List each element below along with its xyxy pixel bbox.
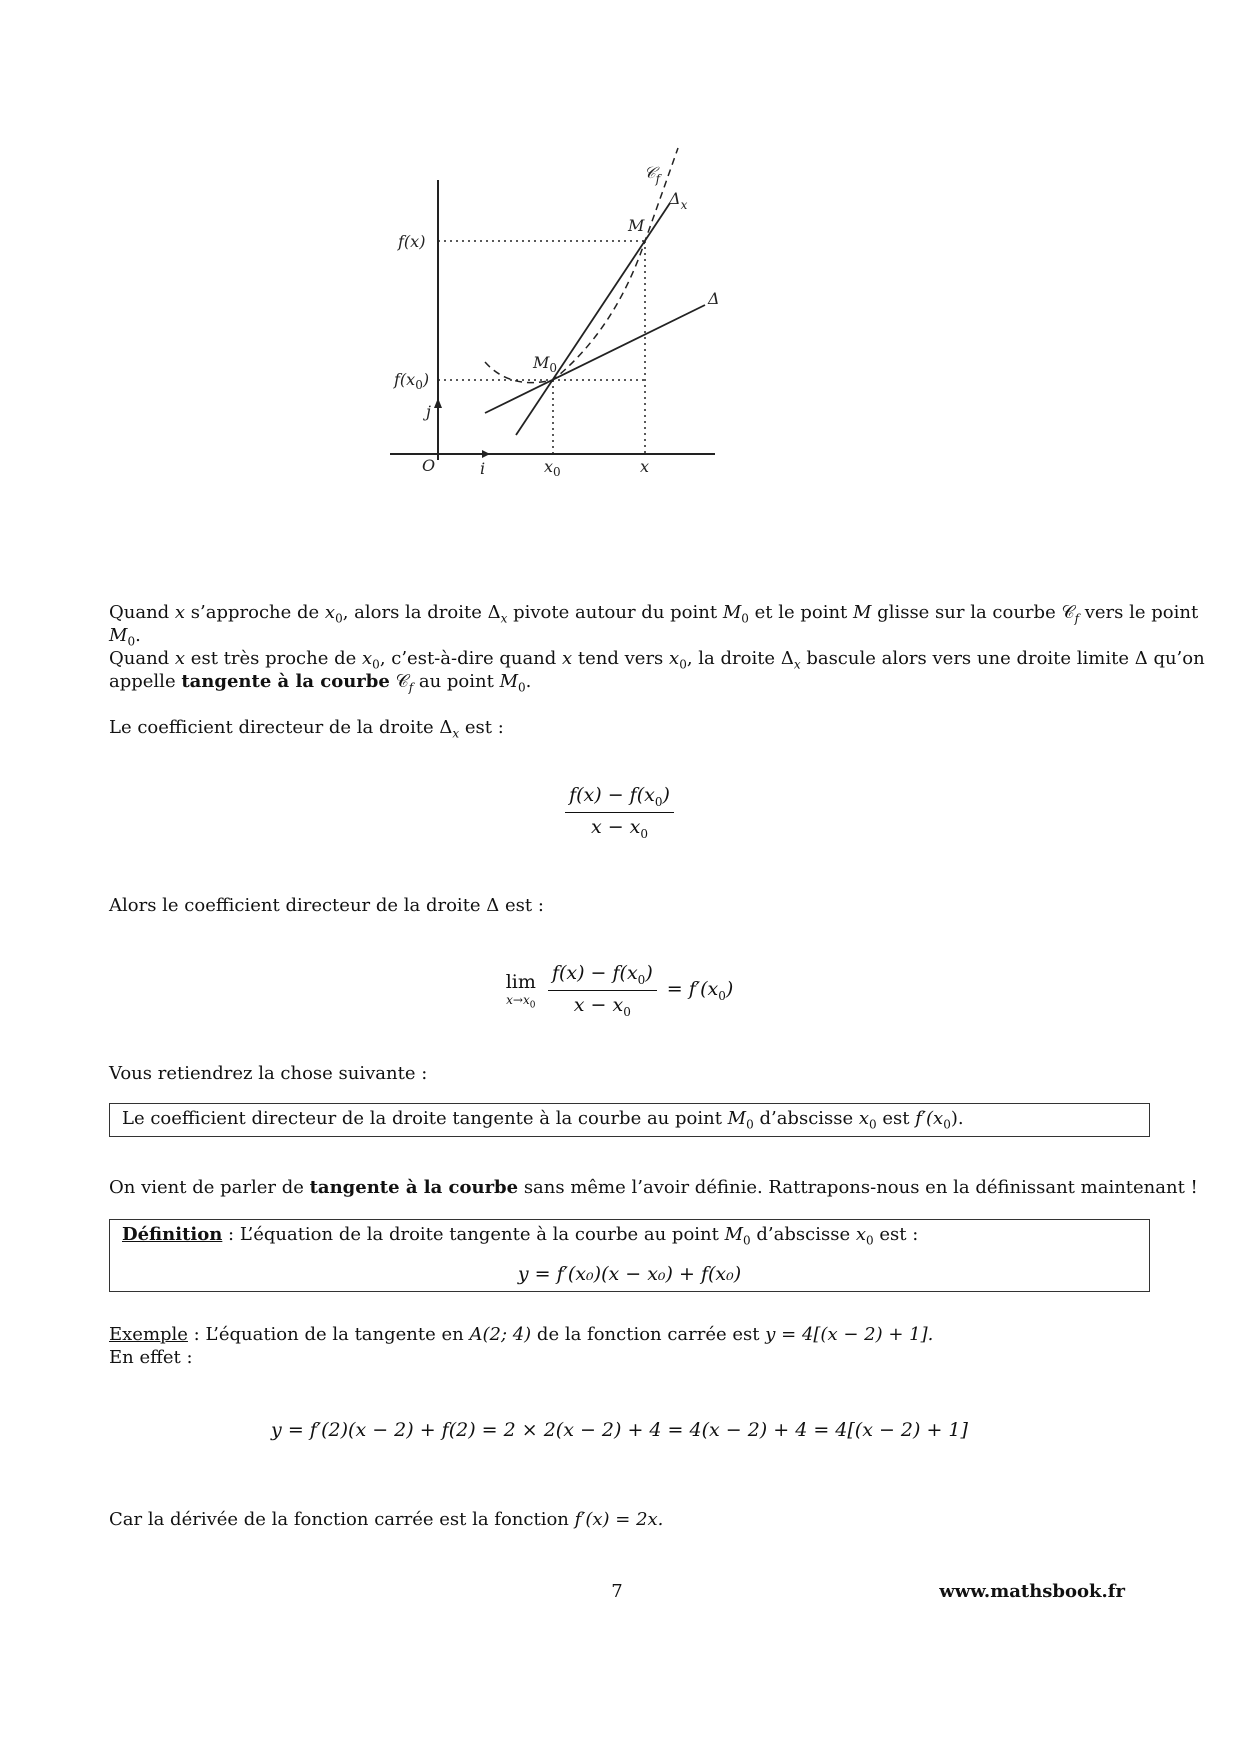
- example-label: Exemple: [109, 1324, 188, 1345]
- paragraph-indeed: En effet :: [109, 1347, 193, 1368]
- tangent-figure: [394, 140, 820, 540]
- label-m0: $M_0$: [533, 353, 558, 375]
- definition-text: Définition : L’équation de la droite tangente à la courbe au point $M_0$ d’abscisse $x_0$ est :: [122, 1224, 919, 1248]
- label-origin: O: [422, 456, 436, 475]
- equation-secant-slope: $\frac{f(x) - f(x_0)}{x - x_0}$: [0, 784, 1239, 841]
- paragraph-tangent-name: appelle tangente à la courbe 𝒞$_f$ au point $M_0$.: [109, 671, 532, 695]
- label-delta: Δ: [708, 289, 720, 308]
- paragraph-definition-intro: On vient de parler de tangente à la courbe sans même l’avoir définie. Rattrapons-nous en la définissant maintenant !: [109, 1177, 1198, 1198]
- page-number: 7: [611, 1581, 623, 1602]
- key-fact-text: Le coefficient directeur de la droite tangente à la courbe au point $M_0$ d’abscisse $x_0$ est $f'(x_0)$.: [122, 1108, 964, 1132]
- key-fact-box: [109, 1103, 1150, 1137]
- paragraph-tangent-slope: Alors le coefficient directeur de la droite Δ est :: [109, 895, 544, 916]
- definition-label: Définition: [122, 1224, 223, 1245]
- label-delta-x: $\Delta_x$: [669, 189, 688, 212]
- paragraph-close: Quand x est très proche de $x_0$, c’est-à-dire quand x tend vers $x_0$, la droite $\Delta_x$ bascule alors vers une droite limite Δ qu’on: [109, 648, 1205, 672]
- label-x0: $x_0$: [544, 457, 561, 479]
- vector-i-arrow: [482, 450, 490, 458]
- label-fx0: $f(x_0)$: [394, 370, 430, 392]
- label-j: j: [426, 402, 431, 421]
- paragraph-approach: Quand x s’approche de $x_0$, alors la droite $\Delta_x$ pivote autour du point $M_0$ et le point M glisse sur la courbe 𝒞$_f$ vers le point: [109, 602, 1199, 626]
- vector-j-arrow: [434, 398, 442, 408]
- paragraph-example: Exemple : L’équation de la tangente en A(2; 4) de la fonction carrée est y = 4[(x − 2) + 1].: [109, 1324, 934, 1345]
- label-cf: 𝒞$_f$: [644, 163, 661, 186]
- label-x: x: [640, 457, 650, 476]
- definition-box: [109, 1219, 1150, 1292]
- secant-delta-x: [516, 203, 670, 435]
- tangent-delta: [485, 305, 705, 413]
- paragraph-approach-end: $M_0$.: [109, 625, 141, 649]
- equation-example: y = f′(2)(x − 2) + f(2) = 2 × 2(x − 2) + 4 = 4(x − 2) + 4 = 4[(x − 2) + 1]: [271, 1419, 968, 1441]
- paragraph-derivative: Car la dérivée de la fonction carrée est la fonction f′(x) = 2x.: [109, 1509, 664, 1530]
- site-url: www.mathsbook.fr: [939, 1581, 1125, 1602]
- label-fx: f(x): [398, 232, 426, 251]
- curve-cf: [485, 148, 678, 383]
- label-m: M: [628, 216, 645, 235]
- paragraph-remember: Vous retiendrez la chose suivante :: [109, 1063, 428, 1084]
- label-i: i: [480, 459, 486, 478]
- paragraph-secant-slope: Le coefficient directeur de la droite $\Delta_x$ est :: [109, 717, 504, 741]
- definition-equation: y = f′(x₀)(x − x₀) + f(x₀): [517, 1263, 742, 1285]
- equation-limit: lim $x\to x_0$ $\frac{f(x) - f(x_0)}{x - x_0}$ = $f'(x_0)$: [505, 962, 734, 1019]
